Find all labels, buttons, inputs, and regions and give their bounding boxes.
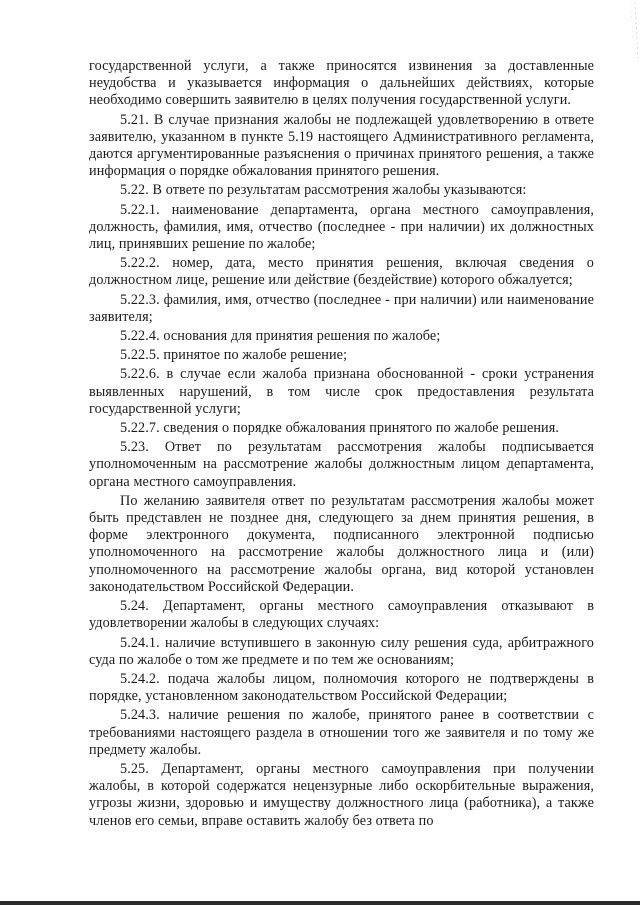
paragraph-5-22-5: 5.22.5. принятое по жалобе решение;: [120, 347, 348, 364]
paragraph-5-24-1: 5.24.1. наличие вступившего в законную силу решения суда, арбитражного суда по жалобе о том же предмете и по тем же основаниям;: [89, 634, 594, 668]
scan-edge-artifact: [626, 0, 640, 60]
paragraph-5-22-4: 5.22.4. основания для принятия решения по жалобе;: [120, 328, 441, 345]
paragraph-5-22-2: 5.22.2. номер, дата, место принятия решения, включая сведения о должностном лице, решение или действие (бездействие) которого обжалуется;: [89, 255, 594, 289]
paragraph-5-24-2: 5.24.2. подача жалобы лицом, полномочия которого не подтверждены в порядке, установленном законодательством Российской Федерации;: [89, 670, 594, 705]
scan-bottom-edge: [0, 901, 640, 905]
document-body: [89, 58, 594, 830]
paragraph-electronic-response: По желанию заявителя ответ по результатам рассмотрения жалобы может быть представлен не позднее дня, следующего за днем принятия решения, в форме электронного документа, подписанного электронной подписью уполномоченного на рассмотрение жалобы должностного лица и (или) уполномоченного на рассмотрение жалобы органа, вид которой установлен законодательством Российской Федерации.: [89, 492, 594, 595]
paragraph-5-22-1: 5.22.1. наименование департамента, органа местного самоуправления, должность, фамилия, имя, отчество (последнее - при наличии) их должностных лиц, принявших решение по жалобе;: [89, 201, 594, 253]
paragraph-5-22-3: 5.22.3. фамилия, имя, отчество (последнее - при наличии) или наименование заявителя;: [89, 291, 594, 325]
paragraph-5-21: 5.21. В случае признания жалобы не подлежащей удовлетворению в ответе заявителю, указанном в пункте 5.19 настоящего Административного регламента, даются аргументированные разъяснения о причинах принятого решения, а также информация о порядке обжалования принятого решения.: [89, 111, 594, 180]
paragraph-5-24: 5.24. Департамент, органы местного самоуправления отказывают в удовлетворении жалобы в следующих случаях:: [89, 598, 594, 632]
paragraph-5-25: 5.25. Департамент, органы местного самоуправления при получении жалобы, в которой содержатся нецензурные либо оскорбительные выражения, угрозы жизни, здоровью и имуществу должностного лица (работника), а также членов его семьи, вправе оставить жалобу без ответа по: [89, 760, 594, 829]
paragraph-5-23: 5.23. Ответ по результатам рассмотрения жалобы подписывается уполномоченным на рассмотрение жалобы должностным лицом департамента, органа местного самоуправления.: [89, 439, 594, 490]
paragraph-5-22-7: 5.22.7. сведения о порядке обжалования принятого по жалобе решения.: [120, 420, 560, 437]
paragraph-5-22: 5.22. В ответе по результатам рассмотрения жалобы указываются:: [120, 182, 527, 199]
paragraph-5-24-3: 5.24.3. наличие решения по жалобе, принятого ранее в соответствии с требованиями настоящего раздела в отношении того же заявителя и по тому же предмету жалобы.: [89, 707, 594, 758]
paragraph-5-22-6: 5.22.6. в случае если жалоба признана обоснованной - сроки устранения выявленных нарушений, в том числе срок предоставления результата государственной услуги;: [89, 366, 594, 417]
paragraph: государственной услуги, а также приносятся извинения за доставленные неудобства и указывается информация о дальнейших действиях, которые необходимо совершить заявителю в целях получения государственной услуги.: [89, 58, 594, 109]
